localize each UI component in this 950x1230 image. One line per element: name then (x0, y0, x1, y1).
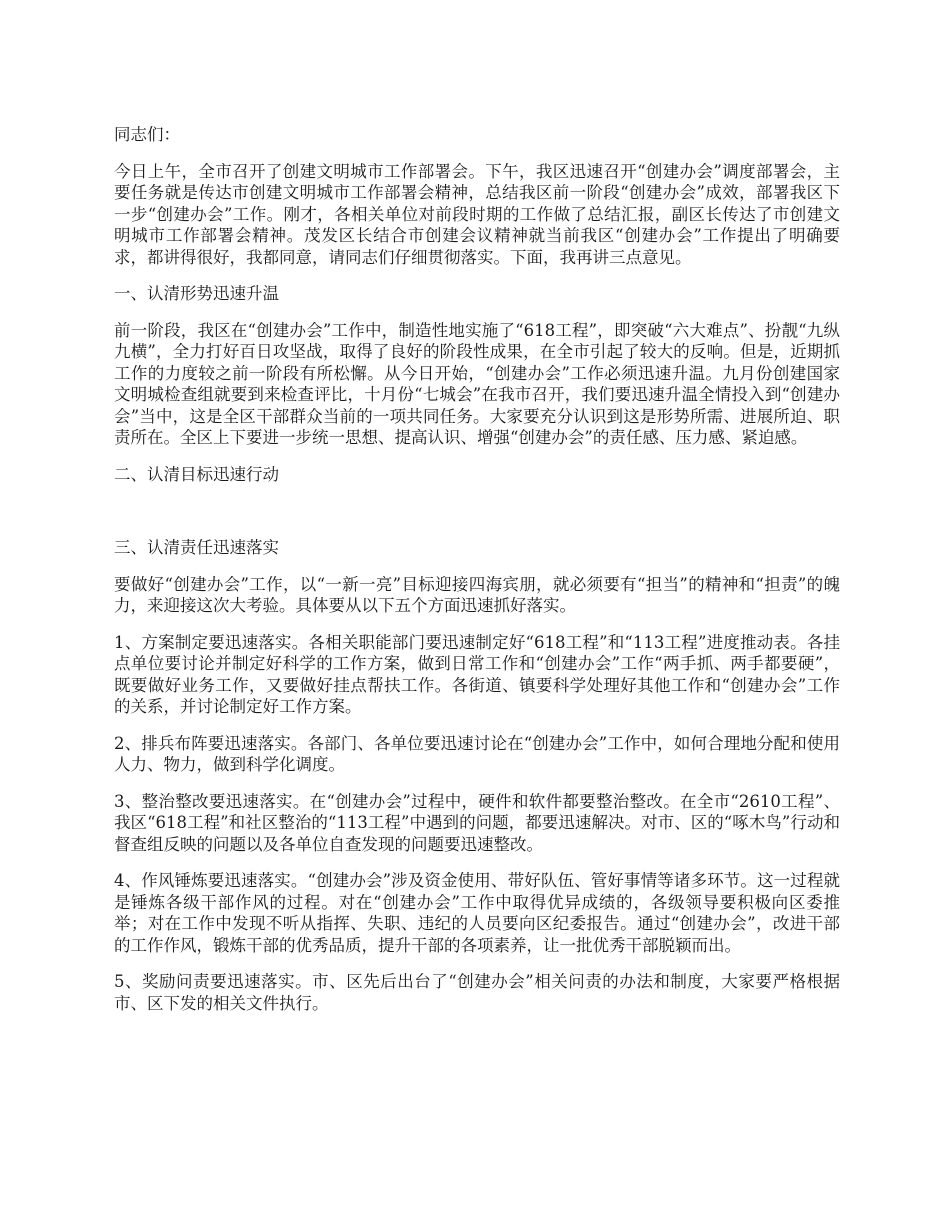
greeting: 同志们： (114, 125, 180, 144)
spacer (114, 449, 840, 464)
section-2-heading: 二、认清目标迅速行动 (114, 464, 279, 484)
section-1-heading: 一、认清形势迅速升温 (114, 284, 279, 303)
section-1-paragraph: 前一阶段，我区在“创建办会”工作中，制造性地实施了“618工程”，即突破“六大难点”、扮靓“九纵九横”，全力打好百日攻坚战，取得了良好的阶段性成果，在全市引起了较大的反响。但是，近期抓工作的力度较之前一阶段有所松懈。从今日开始，“创建办会”工作必须迅速升温。九月份创建国家文明城检查组就要到来检查评比，十月份“七城会”在我市召开，我们要迅速升温全情投入到“创建办会”当中，这是全区干部群众当前的一项共同任务。大家要充分认识到这是形势所需、进展所迫、职责所在。全区上下要进一步统一思想、提高认识、增强“创建办会”的责任感、压力感、紧迫感。 (114, 320, 840, 447)
spacer (114, 776, 840, 791)
list-item-4: 4、作风锤炼要迅速落实。“创建办会”涉及资金使用、带好队伍、管好事情等诸多环节。这一过程就是锤炼各级干部作风的过程。对在“创建办会”工作中取得优异成绩的，各级领导要积极向区委推举；对在工作中发现不听从指挥、失职、违纪的人员要向区纪委报告。通过“创建办会”，改进干部的工作作风，锻炼干部的优秀品质，提升干部的各项素养，让一批优秀干部脱颖而出。 (114, 871, 840, 955)
document-page (114, 124, 840, 1014)
list-item-2: 2、排兵布阵要迅速落实。各部门、各单位要迅速讨论在“创建办会”工作中，如何合理地分配和使用人力、物力，做到科学化调度。 (114, 733, 840, 774)
list-item-1: 1、方案制定要迅速落实。各相关职能部门要迅速制定好“618工程”和“113工程”进度推动表。各挂点单位要讨论并制定好科学的工作方案，做到日常工作和“创建办会”工作“两手抓、两手都要硬”，既要做好业务工作，又要做好挂点帮扶工作。各街道、镇要科学处理好其他工作和“创建办会”工作的关系，并讨论制定好工作方案。 (114, 632, 840, 716)
spacer (114, 956, 840, 971)
spacer (114, 559, 840, 574)
spacer (114, 718, 840, 733)
section-3-paragraph: 要做好“创建办会”工作，以“一新一亮”目标迎接四海宾朋，就必须要有“担当”的精神和“担责”的魄力，来迎接这次大考验。具体要从以下五个方面迅速抓好落实。 (114, 574, 840, 615)
section-3-heading: 三、认清责任迅速落实 (114, 538, 279, 557)
spacer (114, 617, 840, 632)
list-item-3: 3、整治整改要迅速落实。在“创建办会”过程中，硬件和软件都要整治整改。在全市“2610工程”、我区“618工程”和社区整治的“113工程”中遇到的问题，都要迅速解决。对市、区的“啄木鸟”行动和督查组反映的问题以及各单位自查发现的问题要迅速整改。 (114, 791, 840, 854)
spacer (114, 485, 840, 537)
spacer (114, 305, 840, 320)
list-item-5: 5、奖励问责要迅速落实。市、区先后出台了“创建办会”相关问责的办法和制度，大家要严格根据市、区下发的相关文件执行。 (114, 972, 840, 1013)
spacer (114, 855, 840, 870)
spacer (114, 268, 840, 283)
intro-paragraph: 今日上午，全市召开了创建文明城市工作部署会。下午，我区迅速召开“创建办会”调度部署会，主要任务就是传达市创建文明城市工作部署会精神，总结我区前一阶段“创建办会”成效，部署我区下一步“创建办会”工作。刚才，各相关单位对前段时期的工作做了总结汇报，副区长传达了市创建文明城市工作部署会精神。茂发区长结合市创建会议精神就当前我区“创建办会”工作提出了明确要求，都讲得很好，我都同意，请同志们仔细贯彻落实。下面，我再讲三点意见。 (114, 161, 840, 267)
spacer (114, 146, 840, 161)
